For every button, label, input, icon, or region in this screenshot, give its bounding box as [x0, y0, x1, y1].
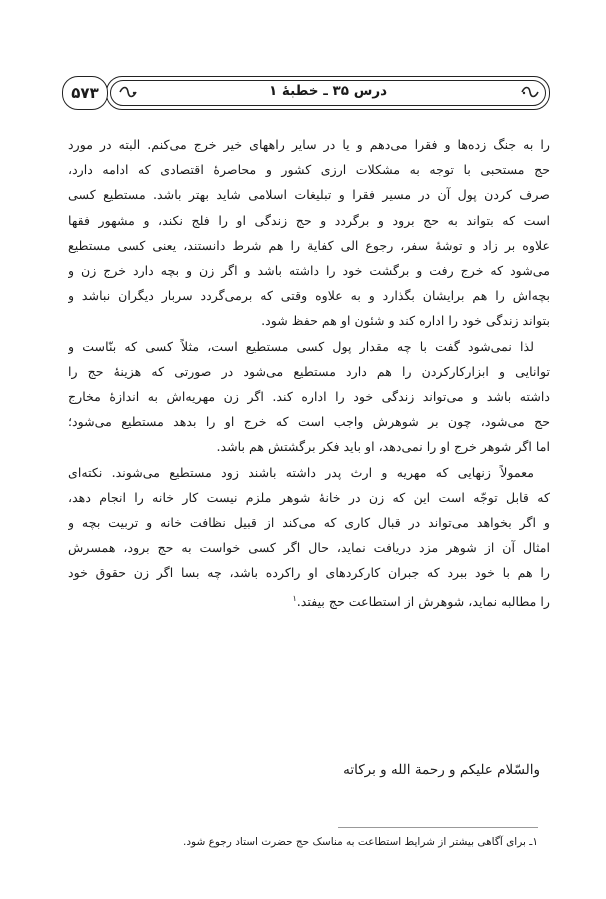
body-text [68, 132, 550, 614]
text-line-content: را مطالبه نماید، شوهرش از استطاعت حج بیفتد. [296, 593, 550, 609]
text-line: می‌شود که خرج رفت و برگشت خود را داشته باشد و اگر زن و بچه دارد خرج زن و [68, 263, 550, 279]
ornament-icon [118, 86, 138, 98]
footnote-divider [338, 827, 538, 828]
text-line: توانایی و ابزارکارکردن را هم دارد مستطیع می‌شود در صورتی که هزینهٔ حج را [68, 363, 550, 379]
text-line: حج می‌شود، چون بر شوهرش واجب است که خرج او را بدهد مستطیع می‌شود؛ [68, 414, 550, 430]
closing-salutation: والسّلام علیکم و رحمة الله و برکاته [343, 762, 540, 778]
footnote: ۱ـ برای آگاهی بیشتر از شرایط استطاعت به مناسک حج حضرت استاد رجوع شود. [183, 836, 538, 848]
text-line: بچه‌اش را هم برایشان بگذارد و به علاوه وقتی که برمی‌گردد سربار دیگران نباشد و [68, 288, 550, 304]
footnote-marker: ۱ [292, 593, 297, 603]
text-line: را به جنگ زده‌ها و فقرا می‌دهم و یا در سایر راههای خیر خرج می‌کنم. البته در مورد [68, 137, 550, 152]
page-number: ۵۷۳ [62, 76, 108, 110]
text-line: علاوه بر زاد و توشهٔ سفر، رجوع الی کفایة را هم شرط دانستند، یعنی کسی مستطیع [68, 237, 550, 253]
ornament-icon [520, 86, 540, 98]
text-line: داشته باشد و می‌تواند زندگی خود را اداره کند. اگر زن مهریه‌اش به اندازهٔ مخارج [68, 389, 550, 405]
text-line: اما اگر شوهر خرج او را نمی‌دهد، او باید فکر برگشتش هم باشد. [216, 439, 550, 455]
text-line: امثال آن از شوهر مزد دریافت نماید، حال اگر کسی خواست به حج برود، همسرش [68, 540, 550, 556]
text-line: که قابل توجّه است این که زن در خانهٔ شوهر ملزم نیست کار خانه را انجام دهد، [68, 489, 550, 505]
text-line: حج مستحبی با توجه به مشکلات ارزی کشور و محاصرهٔ اقتصادی که ادامه دارد، [68, 162, 550, 178]
text-line: و اگر بخواهد می‌تواند در قبال کاری که می‌کند از قبیل نظافت خانه و تربیت بچه و [68, 515, 550, 531]
text-line: بتواند زندگی خود را اداره کند و شئون او هم حفظ شود. [261, 313, 550, 329]
text-line: معمولاً زنهایی که مهریه و ارث پدر داشته باشند زود مستطیع می‌شوند. نکته‌ای [68, 464, 534, 480]
text-line [68, 586, 550, 614]
text-line: است که بتواند به حج برود و برگردد و حج زندگی او را فلج نکند، و مشهور فقها [68, 212, 550, 228]
running-title: درس ۳۵ ـ خطبهٔ ۱ [268, 83, 388, 99]
text-line: صرف کردن پول آن در مسیر فقرا و تبلیغات اسلامی شاید بهتر باشد. مستطیع کسی [68, 187, 550, 203]
text-line: لذا نمی‌شود گفت با چه مقدار پول کسی مستطیع است، مثلاً کسی که بنّاست و [68, 338, 534, 354]
page-header [60, 74, 550, 112]
text-line: را هم با خود ببرد که جبران کارکردهای او راکرده باشد، چه بسا اگر زن حقوق خود [68, 565, 550, 581]
